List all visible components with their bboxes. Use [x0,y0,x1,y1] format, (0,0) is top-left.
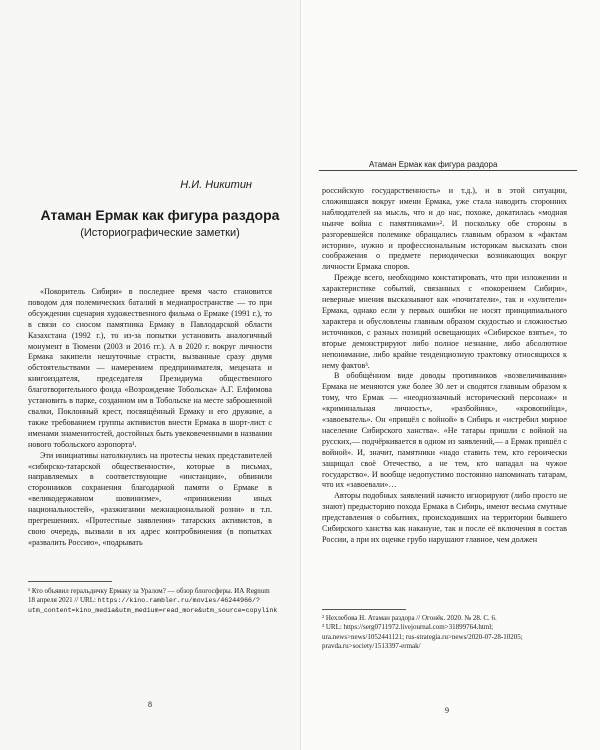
paragraph: «Покоритель Сибири» в последнее время часто становится поводом для полемических баталий в медиапространстве — то при обсуждении сценария художественного фильма о Ермаке (1991 г.), то в связи со сносом памятника Ермаку в Павлодарской области Казахстана (1992 г.), то из-за попытки установить аналогичный монумент в Тюмени (2003 и 2016 гг.). А в 2020 г. вокруг личности Ермака закипели нешуточные страсти, вызванные сразу двумя обстоятельствами — намерением предпринимателя, мецената и книгоиздателя, председателя Президиума общественного благотворительного фонда «Возрождение Тобольска» А.Г. Елфимова установить в парке, созданном им в Тобольске на месте заброшенной свалки, Поклонный крест, посвящённый Ермаку и его дружине, а также требованием группы активистов внести Ермака в шорт-лист с именами знаменитостей, достойных быть увековеченными в названии нового тобольского аэропорта¹. [28,287,272,449]
footnote-divider [28,581,112,582]
footnote-text: ¹ Кто объявил геральдичку Ермаку за Уралом? — обзор блогосферы. ИА Regnum 18 апреля 2021 // URL: [28,587,270,605]
paragraph: российскую государственность» и т.д.), и в этой ситуации, сложившаяся вокруг имени Ермака, уже стала наводить сторонних наблюдателей на мысль, что и до нас, похоже, докатилась «модная нынче война с памятниками»². И поскольку обе стороны в разгоревшейся полемике обращались главным образом к «фактам истории», нужно и профессиональным историкам высказать свои соображения о предмете периодически возникающих вокруг личности Ермака споров. [322,186,567,272]
footnote: ² Нехлебова Н. Атаман раздора // Огонёк. 2020. № 28. С. 6. [322,614,497,622]
footnote-divider [322,609,406,610]
running-head: Атаман Ермак как фигура раздора [319,159,577,171]
footnote: ³ URL: https://serg0711972.livejournal.com>31899764.html; ura.news>news/1052441121; rus-strategia.ru>news/2020-07-28-10205; pravda.ru>society/1513397-ermak/ [322,623,523,650]
article-subtitle: (Историографические заметки) [80,227,240,239]
paragraph: Прежде всего, необходимо констатировать, что при изложении и характеристике событий, связанных с «покорением Сибири», неверные мнения высказывают как «почитатели», так и «хулители» Ермака, однако если у первых ошибки не носят принципиального характера и обусловлены главным образом скудостью и сложностью источников, с разных позиций освещающих «Сибирское взятье», то вторые демонстрируют либо полное незнание, либо абсолютное непонимание, либо крайне тенденциозную трактовку относящихся к нему фактов³. [322,273,567,370]
left-page-body [28,287,272,549]
page-number-left: 8 [148,700,152,709]
paragraph: Авторы подобных заявлений начисто игнорируют (либо просто не знают) предысторию похода Ермака в Сибирь, имеют весьма смутные представления о событиях, происходивших на территории бывшего Сибирского ханства как накануне, так и после её включения в состав России, а при их оценке грубо нарушают главное, чем должен [322,491,567,544]
right-footnotes [322,614,570,651]
author-name: Н.И. Никитин [180,179,252,191]
article-title: Атаман Ермак как фигура раздора [40,207,280,223]
page-number-right: 9 [445,706,449,715]
right-page [301,0,600,750]
right-page-body [322,186,567,546]
left-footnotes [28,587,276,615]
paragraph: Эти инициативы натолкнулись на протесты неких представителей «сибирско-татарской общественности», которые в письмах, направляемых в соответствующие «инстанции», обвинили сторонников сохранения благодарной памяти о Ермаке в «великодержавном шовинизме», «принижении иных национальностей», «разжигании межнациональной розни» и т.п. прегрешениях. «Протестные заявления» татарских активистов, в свою очередь, вызвали в их адрес контробвинения (в попытках «развалить Россию», «подрывать [28,450,272,547]
footnote-url[interactable]: https://kino.rambler.ru/movies/46244966/?utm_content=kino_media&utm_medium=read_more&utm_source=copylink [28,597,278,614]
footnote [28,587,276,615]
paragraph: В обобщённом виде доводы противников «возвеличивания» Ермака не меняются уже более 30 лет и сводятся главным образом к тому, что Ермак — «неоднозначный исторический персонаж» и «криминальная личность», «разбойник», «кровопийца», «завоеватель». Он «пришёл с войной» в Сибирь и «истребил мирное население Сибирского ханства». «Не татары пришли с войной на русских,— подчёркивается в одном из заявлений,— а Ермак пришёл с войной». И, значит, памятники «надо ставить тем, кто героически защищал своё Отечество, а не тем, кто нападал на чужое государство». И вообще недопустимо постоянно напоминать татарам, что их «завоевали»… [322,371,567,490]
